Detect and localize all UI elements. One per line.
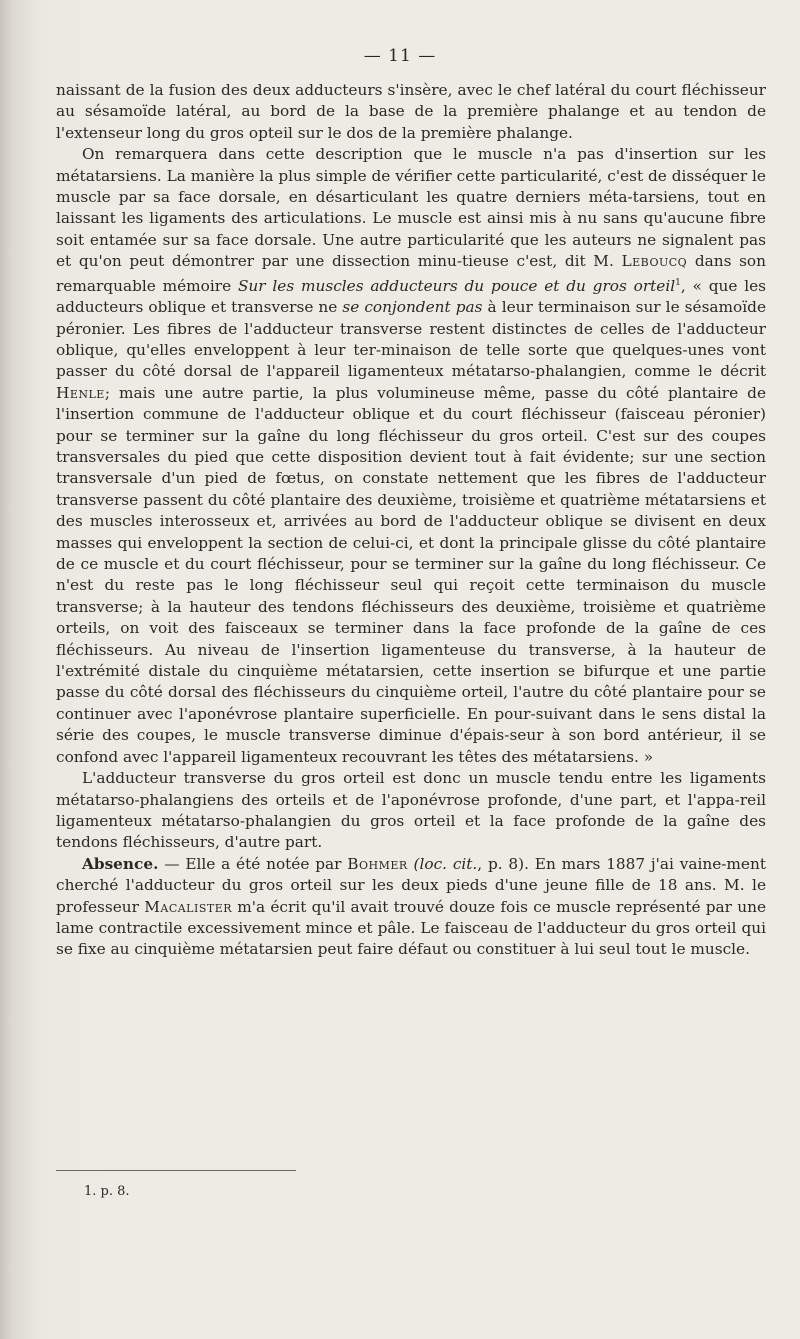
text-run: On remarquera dans cette description que le muscle n'a pas d'insertion sur les métatarsiens. La manière la plus simple de vérifier cette particularité, c'est de disséquer le muscle par sa face dorsale, en désarticulant les quatre derniers méta-tarsiens, tout en laissant les ligaments des articulations. Le muscle est ainsi mis à nu sans qu'aucune fibre soit entamée sur sa face dorsale. Une autre particularité que les auteurs ne signalent pas et qu'on peut démontrer par une dissection minu-tieuse c'est, dit M. (56, 145, 766, 271)
author-leboucq: Leboucq (621, 252, 688, 271)
emphasis: se conjondent pas (342, 298, 483, 317)
text-run: m'a écrit qu'il avait trouvé douze fois ce muscle représenté par une lame contractile excessivement mince et pâle. Le faisceau de l'adducteur du gros orteil qui se fixe au cinquième métatarsien peut faire défaut ou constituer à lui seul tout le muscle. (56, 897, 767, 959)
paragraph-4 (56, 854, 766, 961)
author-macalister: Macalister (144, 897, 233, 916)
main-text (56, 80, 766, 961)
text-run: ; mais une autre partie, la plus volumineuse même, passe du côté plantaire de l'insertion commune de l'adducteur oblique et du court fléchisseur (faisceau péronier) pour se terminer sur la gaîne du long fléchisseur du gros orteil. C'est sur des coupes transversales du pied que cette disposition devient tout à fait évidente; sur une section transversale d'un pied de fœtus, on constate nettement que les fibres de l'adducteur transverse passent du côté plantaire des deuxième, troisième et quatrième métatarsiens et des muscles interosseux et, arrivées au bord de l'adducteur oblique se divisent en deux masses qui enveloppent la section de celui-ci, et dont la principale glisse du côté plantaire de ce muscle et du court fléchisseur, pour se terminer sur la gaîne du long fléchisseur. Ce n'est du reste pas le long fléchisseur seul qui reçoit cette terminaison du muscle transverse; à la hauteur des tendons fléchisseurs des deuxième, troisième et quatrième orteils, on voit des faisceaux se terminer dans la face profonde de la gaîne de ces fléchisseurs. Au niveau de l'insertion ligamenteuse du transverse, à la hauteur de l'extrémité distale du cinquième métatarsien, cette insertion se bifurque et une partie passe du côté dorsal des fléchisseurs du cinquième orteil, l'autre du côté plantaire pour se continuer avec l'aponévrose plantaire superficielle. En pour-suivant dans le sens distal la série des coupes, le muscle transverse diminue d'épais-seur à son bord antérieur, il se confond avec l'appareil ligamenteux recouvrant les têtes des métatarsiens. » (56, 383, 766, 766)
text-run: dans son remarquable mémoire (56, 252, 766, 295)
memoir-title: Sur les muscles adducteurs du pouce et du gros orteil (237, 276, 676, 295)
paragraph-1: naissant de la fusion des deux adducteurs s'insère, avec le chef latéral du court fléchisseur au sésamoïde latéral, au bord de la base de la première phalange et au tendon de l'extenseur long du gros opteil sur le dos de la première phalange. (56, 81, 766, 142)
footnote: 1. p. 8. (84, 1184, 130, 1199)
text-run: , « que les adducteurs oblique et transverse ne (56, 276, 766, 317)
paragraph-2 (56, 144, 766, 768)
absence-heading: Absence. (82, 854, 159, 873)
author-bohmer: Bohmer (347, 854, 408, 873)
footnote-divider (56, 1170, 296, 1171)
citation: (loc. cit. (413, 854, 478, 873)
page-number: — 11 — (363, 46, 437, 66)
text-run: — Elle a été notée par (164, 854, 342, 873)
text-run: à leur terminaison sur le sésamoïde péronier. Les fibres de l'adducteur transverse restent distinctes de celles de l'adducteur oblique, qu'elles enveloppent à leur ter-minaison de telle sorte que quelques-unes vont passer du côté dorsal de l'appareil ligamenteux métatarso-phalangien, comme le décrit (56, 298, 766, 381)
footnote-ref: 1 (675, 277, 681, 288)
paragraph-3: L'adducteur transverse du gros orteil est donc un muscle tendu entre les ligaments métatarso-phalangiens des orteils et de l'aponévrose profonde, d'une part, et l'appa-reil ligamenteux métatarso-phalangien du gros orteil et la face profonde de la gaîne des tendons fléchisseurs, d'autre part. (56, 769, 766, 852)
text-run: , p. 8). En mars 1887 j'ai vaine-ment cherché l'adducteur du gros orteil sur les deux pieds d'une jeune fille de 18 ans. M. le professeur (56, 854, 766, 916)
author-henle: Henle (56, 383, 105, 402)
